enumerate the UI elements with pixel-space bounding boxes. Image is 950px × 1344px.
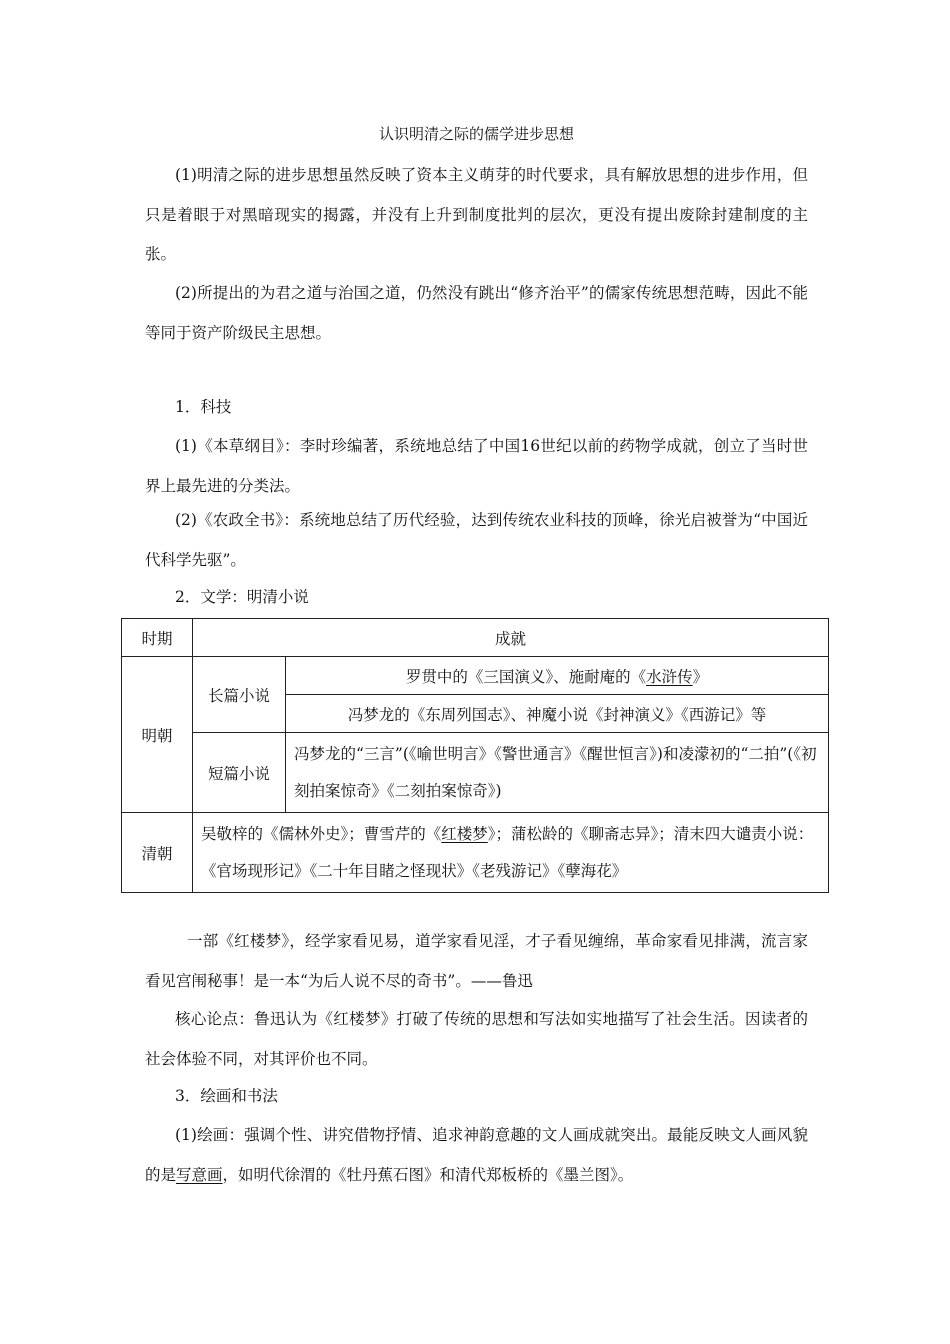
page-title: 认识明清之际的儒学进步思想 xyxy=(378,125,574,143)
long-row1-text: 罗贯中的《三国演义》、施耐庵的《 xyxy=(405,667,647,686)
shuihu-underlined: 水浒传 xyxy=(646,667,693,686)
hongloumeng-underlined: 红楼梦 xyxy=(441,824,488,843)
xieyi-underlined: 写意画 xyxy=(176,1165,223,1184)
paragraph-nongzheng: (2)《农政全书》：系统地总结了历代经验，达到传统农业科技的顶峰，徐光启被誉为“中国近代科学先驱”。 xyxy=(145,511,808,569)
paragraph-progressive-2: (2)所提出的为君之道与治国之道，仍然没有跳出“修齐治平”的儒家传统思想范畴，因此不能等同于资产阶级民主思想。 xyxy=(145,284,808,342)
paragraph-painting xyxy=(145,1116,808,1195)
table-row xyxy=(122,657,829,695)
cell-qing: 清朝 xyxy=(122,813,193,893)
paragraph-progressive-1: (1)明清之际的进步思想虽然反映了资本主义萌芽的时代要求，具有解放思想的进步作用，但只是着眼于对黑暗现实的揭露，并没有上升到制度批判的层次，更没有提出废除封建制度的主张。 xyxy=(145,166,808,263)
table-row xyxy=(122,813,829,893)
paragraph-core-argument: 核心论点：鲁迅认为《红楼梦》打破了传统的思想和写法如实地描写了社会生活。因读者的社会体验不同，对其评价也不同。 xyxy=(145,1010,808,1068)
section-heading-painting: 3．绘画和书法 xyxy=(175,1087,278,1105)
qing-text-1: 吴敬梓的《儒林外史》；曹雪芹的《 xyxy=(201,824,442,843)
paragraph-bencao: (1)《本草纲目》：李时珍编著，系统地总结了中国16世纪以前的药物学成就，创立了当时世界上最先进的分类法。 xyxy=(145,437,808,495)
painting-text-1: (1)绘画：强调个性、讲究借物抒情、追求神韵意趣的文人画成就突出。最能反映文人画风貌的是 xyxy=(145,1126,808,1184)
header-achievement: 成就 xyxy=(193,619,829,657)
section-heading-literature: 2．文学：明清小说 xyxy=(175,588,309,606)
cell-ming: 明朝 xyxy=(122,657,193,813)
table-header-row xyxy=(122,619,829,657)
table-row xyxy=(122,733,829,813)
section-heading-science: 1．科技 xyxy=(175,398,232,416)
cell-qing-content xyxy=(193,813,829,893)
cell-long-row1 xyxy=(286,657,829,695)
long-row1-close: 》 xyxy=(692,667,709,686)
header-period: 时期 xyxy=(122,619,193,657)
cell-short-novel: 短篇小说 xyxy=(193,733,286,813)
novels-table xyxy=(121,618,829,893)
cell-long-novel: 长篇小说 xyxy=(193,657,286,733)
paragraph-luxun-quote: 一部《红楼梦》，经学家看见易，道学家看见淫，才子看见缠绵，革命家看见排满，流言家看见宫闱秘事！是一本“为后人说不尽的奇书”。——鲁迅 xyxy=(145,932,808,990)
cell-long-row2: 冯梦龙的《东周列国志》、神魔小说《封神演义》《西游记》等 xyxy=(286,695,829,733)
cell-short-row: 冯梦龙的“三言”(《喻世明言》《警世通言》《醒世恒言》)和凌濛初的“二拍”(《初刻拍案惊奇》《二刻拍案惊奇》) xyxy=(286,733,829,813)
painting-text-2: ，如明代徐渭的《牡丹蕉石图》和清代郑板桥的《墨兰图》。 xyxy=(222,1165,634,1184)
qing-text-2: 》；蒲松龄的《聊斋志异》；清末四大谴责小说：《官场现形记》《二十年目睹之怪现状》《老残游记》《孽海花》 xyxy=(201,824,814,880)
